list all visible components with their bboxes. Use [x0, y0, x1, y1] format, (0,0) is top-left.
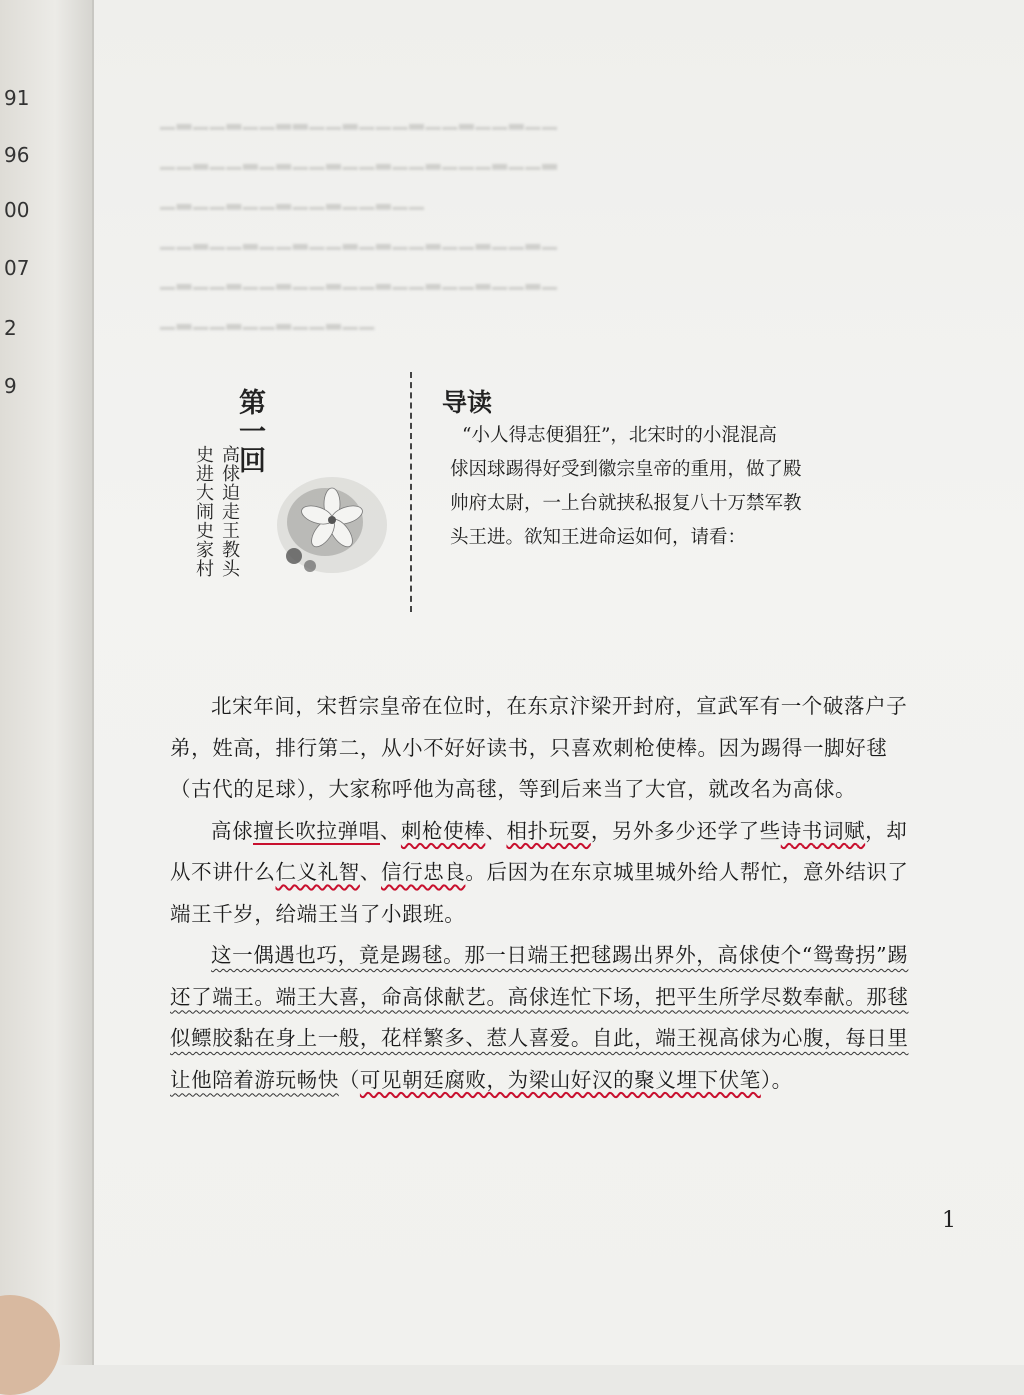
text-run: 。后因为在东京城里城外给人帮忙，意外结识了端王千岁，给端王当了小跟班。: [170, 860, 909, 926]
left-page-number: 9: [4, 374, 17, 398]
section-divider: [410, 372, 412, 612]
text-run: 、: [379, 818, 401, 843]
underlined-phrase: 擅长: [253, 818, 296, 843]
bleed-through-text: ▁▂▁▁▂▁▁▂▁▁▂▁▁▂▁▁: [160, 188, 426, 210]
flower-illustration: [270, 470, 390, 580]
left-page-number: 00: [4, 198, 30, 222]
chapter-subtitle-line-1: 高俅迫走王教头: [219, 445, 240, 578]
underlined-phrase: 可见朝廷腐败，为梁山好汉的聚义埋下伏笔: [359, 1067, 761, 1092]
guide-text: [450, 419, 890, 555]
underlined-phrase: 相扑玩耍: [506, 818, 591, 843]
text-run: （: [338, 1067, 360, 1092]
left-page-number: 96: [4, 143, 30, 167]
guide-line: 俅因球踢得好受到徽宗皇帝的重用，做了殿: [450, 459, 802, 480]
underlined-passage: 这一偶遇也巧，竟是踢毬。那一日端王把毬踢出界外，高俅使个“鸳鸯拐”踢还了端王。端王大喜，命高俅献艺。高俅连忙下场，把平生所学尽数奉献。那毬似鳔胶黏在身上一般，花样繁多、惹人喜爱。自此，端王视高俅为心腹，每日里让他陪着游玩畅快: [170, 943, 909, 1092]
guide-line: 帅府太尉，一上台就挟私报复八十万禁军教: [450, 493, 802, 514]
bleed-through-text: ▁▂▁▁▂▁▁▂▂▁▁▂▁▁▁▂▁▁▂▁▁▂▁▁: [160, 108, 559, 130]
text-run: 、: [485, 818, 507, 843]
guide-title: 导读: [442, 388, 493, 417]
underlined-phrase: 吹拉弹唱: [295, 818, 380, 843]
underlined-phrase: 诗书词赋: [780, 818, 866, 843]
chapter-body: [170, 686, 910, 1101]
bleed-through-text: ▁▁▂▁▁▂▁▂▁▁▂▁▁▂▁▁▂▁▁▁▂▁▁▂: [160, 148, 559, 170]
paragraph-3: [170, 935, 910, 1101]
guide-line: “小人得志便猖狂”，北宋时的小混混高: [462, 425, 777, 446]
chapter-subtitle-line-2: 史进大闹史家村: [193, 445, 214, 578]
left-page-number: 2: [4, 316, 17, 340]
chapter-label: 第一回: [234, 388, 265, 475]
underlined-phrase: 仁义礼智: [275, 860, 360, 884]
bleed-through-text: ▁▂▁▁▂▁▁▂▁▁▂▁▁▂▁▁▂▁▁▂▁▁▂▁: [160, 268, 559, 290]
previous-page-edge: [0, 0, 94, 1365]
text-run: 高俅: [211, 818, 254, 843]
text-run: ，另外多少还学了些: [590, 818, 781, 843]
left-page-number: 91: [4, 86, 30, 110]
left-page-number: 07: [4, 256, 30, 280]
bleed-through-text: ▁▂▁▁▂▁▁▂▁▁▂▁▁: [160, 308, 376, 330]
underlined-phrase: 信行忠良: [381, 860, 466, 884]
guide-line: 头王进。欲知王进命运如何，请看：: [450, 527, 747, 548]
paragraph-1: 北宋年间，宋哲宗皇帝在位时，在东京汴梁开封府，宣武军有一个破落户子弟，姓高，排行第二，从小不好好读书，只喜欢刺枪使棒。因为踢得一脚好毬（古代的足球），大家称呼他为高毬，等到后来当了大官，就改名为高俅。: [170, 694, 908, 801]
underlined-phrase: 刺枪使棒: [400, 818, 486, 843]
paragraph-2: [170, 811, 910, 936]
text-run: ）。: [760, 1067, 793, 1092]
bleed-through-text: ▁▁▂▁▁▂▁▁▂▁▁▂▁▂▁▁▂▁▁▂▁▁▂▁: [160, 228, 559, 250]
page-number: 1: [942, 1208, 956, 1233]
text-run: ，却从不讲什么: [170, 818, 908, 884]
text-run: 、: [359, 860, 382, 884]
